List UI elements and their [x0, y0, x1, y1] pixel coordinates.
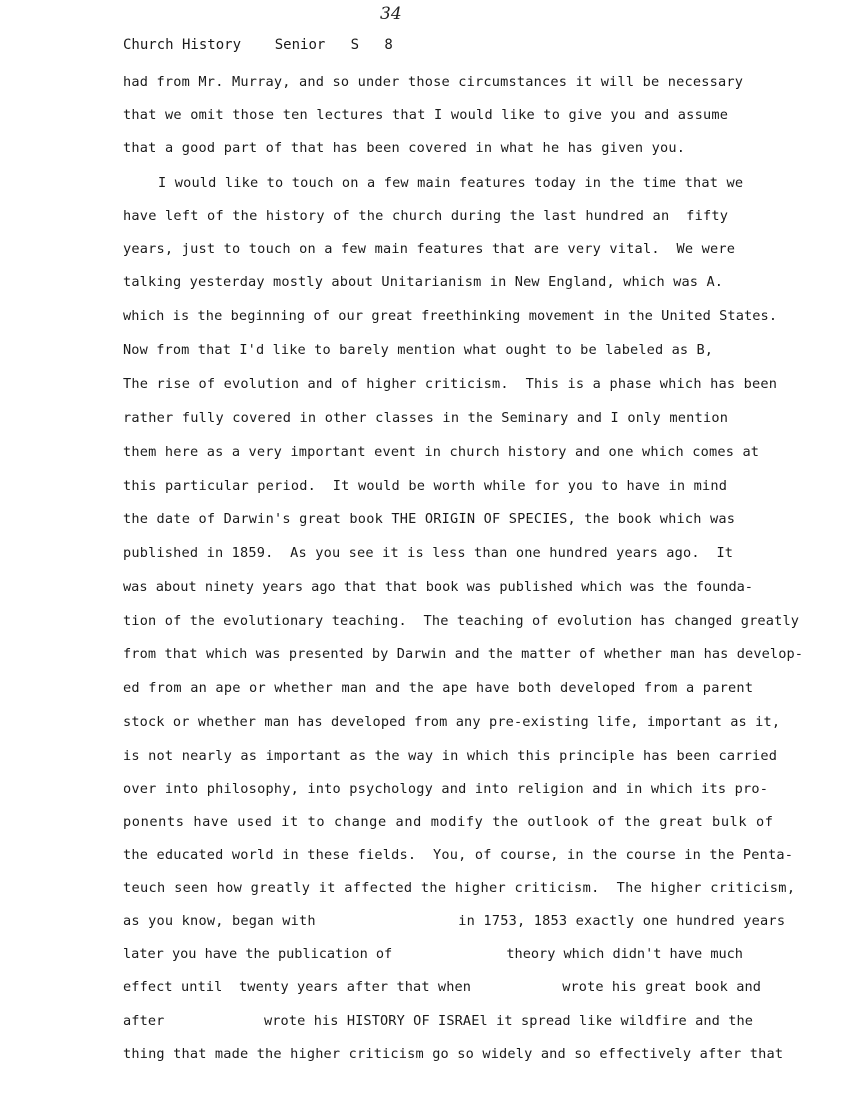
course-title: Church History — [123, 37, 242, 53]
text-line-12: them here as a very important event in church history and one which comes at — [123, 444, 760, 460]
text-line-29: after wrote his HISTORY OF ISRAEl it spread like wildfire and the — [123, 1013, 754, 1029]
text-line-20: stock or whether man has developed from any pre-existing life, important as it, — [123, 714, 781, 730]
text-line-16: was about ninety years ago that that book was published which was the founda- — [123, 579, 753, 595]
text-line-1: had from Mr. Murray, and so under those circumstances it will be necessary — [123, 74, 744, 90]
text-line-24: the educated world in these fields. You, of course, in the course in the Penta- — [123, 847, 794, 863]
text-line-23: ponents have used it to change and modify the outlook of the great bulk of — [123, 814, 774, 830]
text-line-8: which is the beginning of our great freethinking movement in the United States. — [123, 308, 778, 324]
text-line-6: years, just to touch on a few main features that are very vital. We were — [123, 241, 736, 257]
text-line-7: talking yesterday mostly about Unitarianism in New England, which was A. — [123, 274, 724, 290]
text-line-15: published in 1859. As you see it is less than one hundred years ago. It — [123, 545, 734, 561]
text-line-26: as you know, began with in 1753, 1853 exactly one hundred years — [123, 913, 786, 929]
text-line-25: teuch seen how greatly it affected the higher criticism. The higher criticism, — [123, 880, 796, 896]
text-line-13: this particular period. It would be worth while for you to have in mind — [123, 478, 728, 494]
text-line-3: that a good part of that has been covered in what he has given you. — [123, 140, 686, 156]
text-line-21: is not nearly as important as the way in which this principle has been carried — [123, 748, 778, 764]
text-line-9: Now from that I'd like to barely mention what ought to be labeled as B, — [123, 342, 714, 358]
text-line-18: from that which was presented by Darwin and the matter of whether man has develop- — [123, 646, 804, 662]
class-level: Senior — [274, 37, 326, 53]
text-line-17: tion of the evolutionary teaching. The teaching of evolution has changed greatly — [123, 613, 800, 629]
section-letter: S — [350, 37, 360, 53]
text-line-27: later you have the publication of theory which didn't have much — [123, 946, 743, 962]
text-line-5: have left of the history of the church during the last hundred an fifty — [123, 208, 729, 224]
lecture-number: 8 — [384, 37, 393, 53]
document-header — [123, 37, 393, 53]
text-line-10: The rise of evolution and of higher criticism. This is a phase which has been — [123, 376, 778, 392]
text-line-28: effect until twenty years after that when wrote his great book and — [123, 979, 762, 995]
text-line-2: that we omit those ten lectures that I would like to give you and assume — [123, 107, 729, 123]
text-line-22: over into philosophy, into psychology and into religion and in which its pro- — [123, 781, 769, 797]
text-line-11: rather fully covered in other classes in the Seminary and I only mention — [123, 410, 729, 426]
page-number: 34 — [380, 4, 402, 24]
text-line-4: I would like to touch on a few main features today in the time that we — [158, 175, 744, 191]
text-line-19: ed from an ape or whether man and the ape have both developed from a parent — [123, 680, 754, 696]
text-line-14: the date of Darwin's great book THE ORIGIN OF SPECIES, the book which was — [123, 511, 736, 527]
text-line-30: thing that made the higher criticism go so widely and so effectively after that — [123, 1046, 784, 1062]
